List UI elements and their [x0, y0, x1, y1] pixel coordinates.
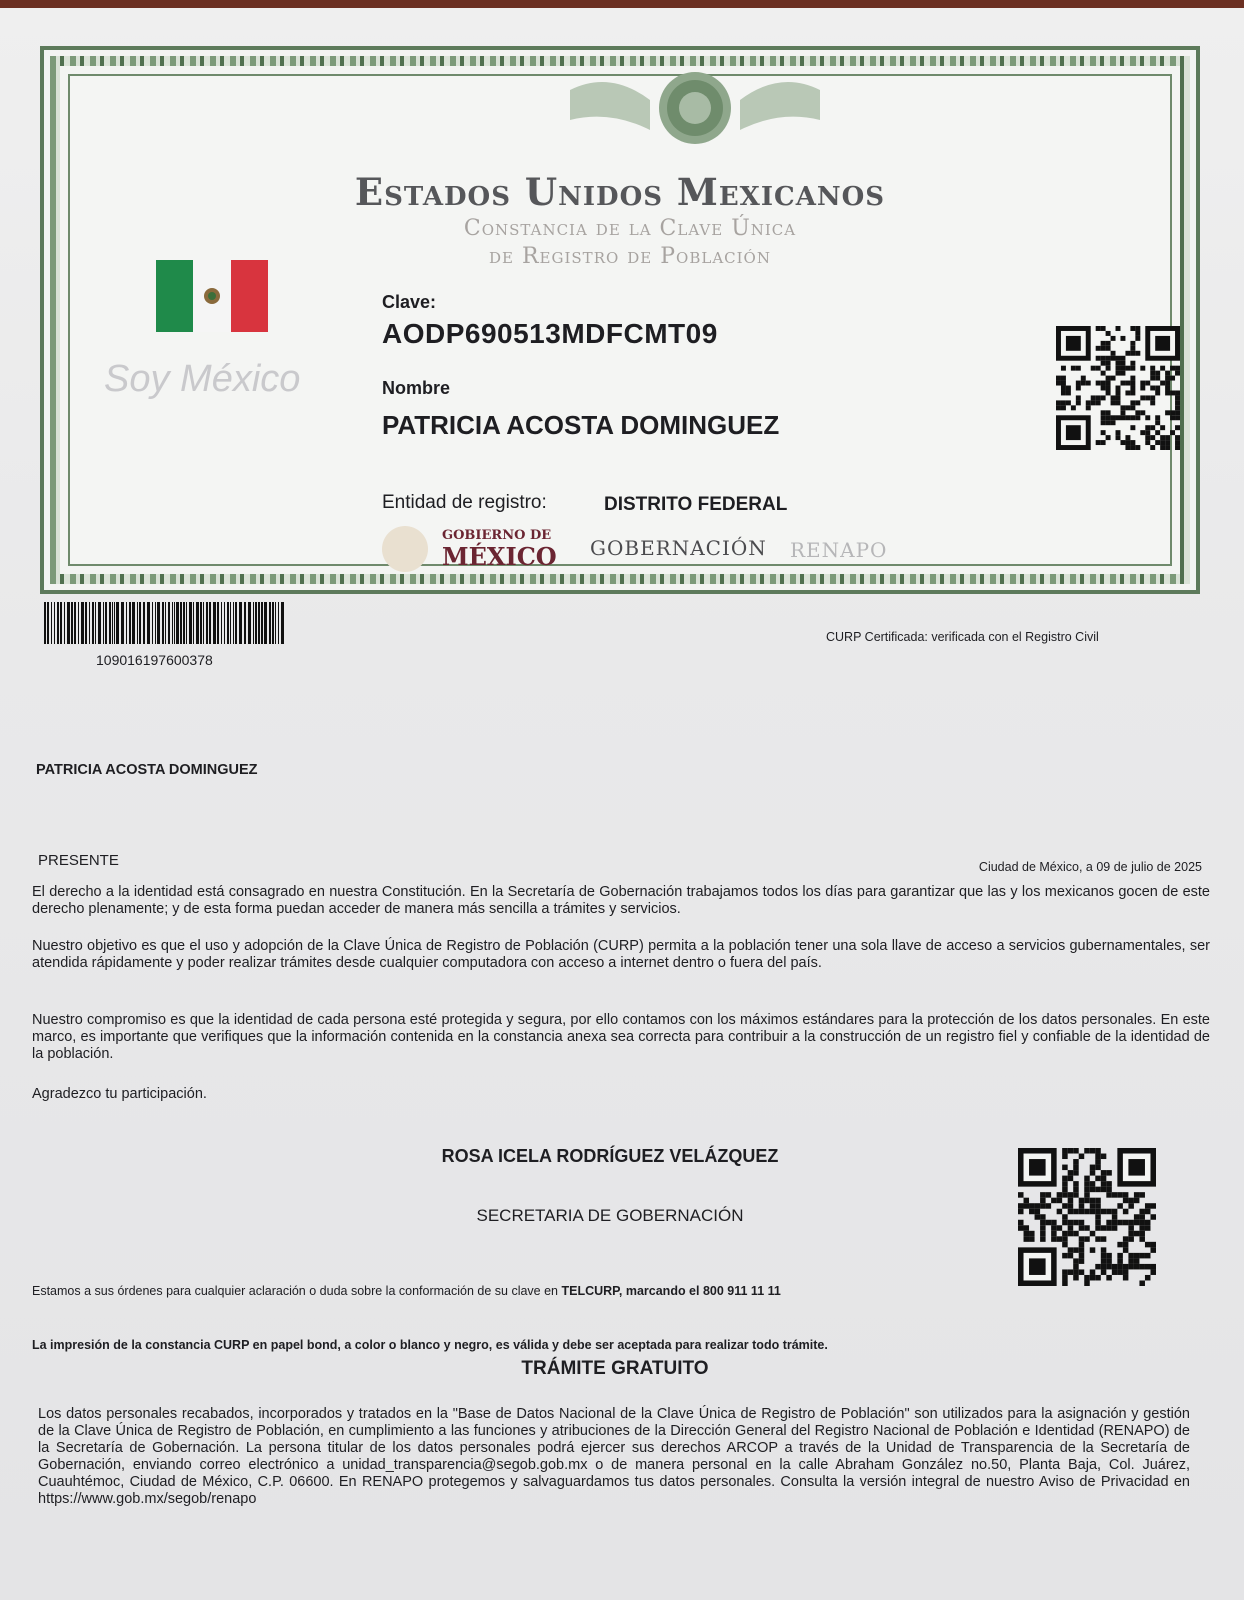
curp-value: AODP690513MDFCMT09 [382, 318, 718, 349]
slogan-watermark: Soy México [104, 358, 301, 400]
certificate-subtitle-line1: Constancia de la Clave Única [463, 216, 797, 241]
country-title: Estados Unidos Mexicanos [354, 170, 886, 214]
gobierno-logo-small: GOBIERNO DE [442, 528, 552, 543]
renapo-logo: RENAPO [790, 538, 888, 562]
letter-addressee: PATRICIA ACOSTA DOMINGUEZ [36, 762, 258, 778]
signatory-title: SECRETARIA DE GOBERNACIÓN [476, 1206, 744, 1225]
mexican-flag-icon [156, 260, 268, 332]
printing-validity-note: La impresión de la constancia CURP en papel bond, a color o blanco y negro, es válida y debe ser aceptada para realizar todo trámite. [32, 1338, 828, 1352]
free-procedure-heading: TRÁMITE GRATUITO [521, 1358, 709, 1379]
letter-paragraph-3: Nuestro compromiso es que la identidad de cada persona esté protegida y segura, por ello contamos con los máximos estándares para la protección de los datos personales. En este marco, es importante que verifiques que la información contenida en la constancia anexa sea correcta para contribuir a la construcción de un registro fiel y confiable de la identidad de la población. [32, 1012, 1210, 1062]
letter-presente: PRESENTE [38, 852, 119, 869]
curp-certificate [40, 46, 1200, 594]
barcode-icon [44, 602, 284, 644]
letter-paragraph-1: El derecho a la identidad está consagrado en nuestra Constitución. En la Secretaría de Gobernación trabajamos todos los días para garantizar que las y los mexicanos gocen de este derecho plenamente; y de esta forma puedan acceder de manera más sencilla a trámites y servicios. [32, 884, 1210, 917]
entidad-value: DISTRITO FEDERAL [604, 494, 788, 515]
privacy-notice: Los datos personales recabados, incorporados y tratados en la "Base de Datos Nacional de la Clave Única de Registro de Población" son utilizados para la asignación y gestión de la Clave Única de Registro de Población, en cumplimiento a las funciones y atribuciones de la Dirección General del Registro Nacional de Población e Identidad (RENAPO) de la Secretaría de Gobernación. La persona titular de los datos personales podrá ejercer sus derechos ARCOP a través de la Unidad de Transparencia de la Secretaría de Gobernación, enviando correo electrónico a unidad_transparencia@segob.gob.mx o de manera personal en la calle Abraham González no.50, Planta Baja, Col. Juárez, Cuauhtémoc, Ciudad de México, C.P. 06600. En RENAPO protegemos y salvaguardamos tus datos personales. Consulta la versión integral de nuestro Aviso de Privacidad en https://www.gob.mx/segob/renapo [38, 1406, 1190, 1507]
letter-date: Ciudad de México, a 09 de julio de 2025 [978, 860, 1202, 874]
qr-code-icon [1056, 326, 1180, 450]
gobernacion-logo: GOBERNACIÓN [590, 536, 767, 560]
institution-logos [382, 526, 902, 576]
entidad-label: Entidad de registro: [382, 492, 547, 513]
barcode-number: 109016197600378 [96, 652, 213, 668]
nombre-label: Nombre [382, 378, 451, 398]
clave-label: Clave: [382, 292, 437, 312]
gobierno-logo-big: MÉXICO [442, 542, 557, 571]
nombre-value: PATRICIA ACOSTA DOMINGUEZ [382, 410, 780, 440]
qr-code-icon [1018, 1148, 1156, 1286]
certification-note: CURP Certificada: verificada con el Registro Civil [826, 630, 1099, 644]
national-emblem-icon [570, 70, 820, 150]
certificate-inner-frame [68, 74, 1172, 571]
gobierno-seal-icon [382, 526, 428, 572]
certificate-subtitle-line2: de Registro de Población [489, 244, 771, 269]
telcurp-note: Estamos a sus órdenes para cualquier aclaración o duda sobre la conformación de su clave en TELCURP, marcando el 800 911 11 11 [32, 1284, 781, 1298]
document-page [0, 8, 1244, 1600]
letter-closing: Agradezco tu participación. [32, 1086, 207, 1102]
letter-paragraph-2: Nuestro objetivo es que el uso y adopción de la Clave Única de Registro de Población (CURP) permita a la población tener una sola llave de acceso a servicios gubernamentales, ser atendida rápidamente y poder realizar trámites desde cualquier computadora con acceso a internet dentro o fuera del país. [32, 938, 1210, 971]
signatory-name: ROSA ICELA RODRÍGUEZ VELÁZQUEZ [441, 1146, 779, 1166]
